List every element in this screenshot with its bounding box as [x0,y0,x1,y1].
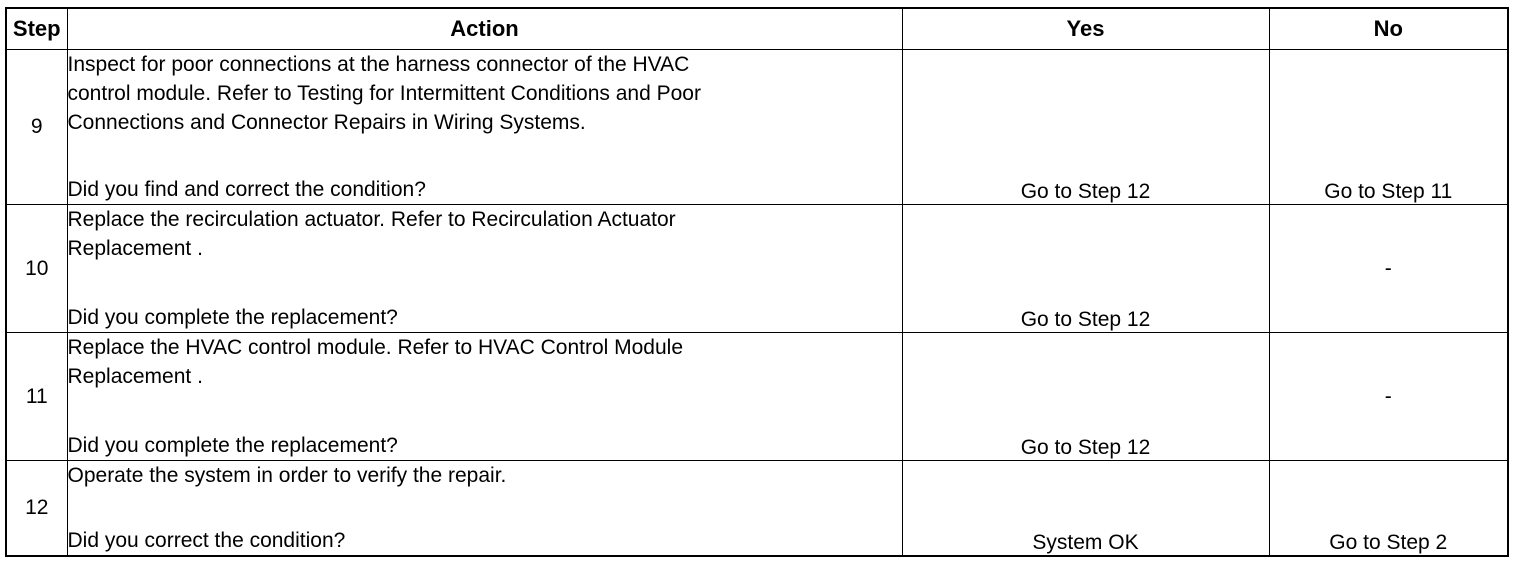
yes-cell: System OK [902,461,1269,556]
action-line: Operate the system in order to verify the repair. [67,464,507,487]
action-question: Did you complete the replacement? [67,434,398,457]
action-question: Did you complete the replacement? [67,306,398,329]
header-step: Step [6,8,67,50]
header-no: No [1269,8,1508,50]
action-line: Connections and Connector Repairs in Wiring Systems. [67,111,586,134]
table-row [6,461,1508,556]
header-action: Action [67,8,902,50]
header-yes: Yes [902,8,1269,50]
action-cell [67,50,902,205]
yes-cell: Go to Step 12 [902,205,1269,333]
step-number: 12 [6,461,67,556]
action-line: Replace the HVAC control module. Refer to HVAC Control Module [67,336,684,359]
diagnostic-table [5,7,1509,557]
step-number: 11 [6,333,67,461]
action-text [68,461,902,490]
action-line: Replacement . [67,237,203,260]
action-line: control module. Refer to Testing for Intermittent Conditions and Poor [67,82,701,105]
yes-cell: Go to Step 12 [902,333,1269,461]
table-row [6,50,1508,205]
step-number: 9 [6,50,67,205]
table-row [6,333,1508,461]
action-cell [67,461,902,556]
action-text [68,50,902,137]
yes-cell: Go to Step 12 [902,50,1269,205]
step-number: 10 [6,205,67,333]
action-question: Did you find and correct the condition? [67,178,426,201]
no-cell: Go to Step 2 [1269,461,1508,556]
action-line: Replace the recirculation actuator. Refer to Recirculation Actuator [67,208,676,231]
action-text [68,333,902,391]
action-cell [67,205,902,333]
no-cell: - [1269,333,1508,461]
header-row [6,8,1508,50]
action-line: Inspect for poor connections at the harness connector of the HVAC [67,53,690,76]
table-row [6,205,1508,333]
no-cell: - [1269,205,1508,333]
action-text [68,205,902,263]
action-cell [67,333,902,461]
no-cell: Go to Step 11 [1269,50,1508,205]
action-line: Replacement . [67,365,203,388]
action-question: Did you correct the condition? [67,528,346,552]
